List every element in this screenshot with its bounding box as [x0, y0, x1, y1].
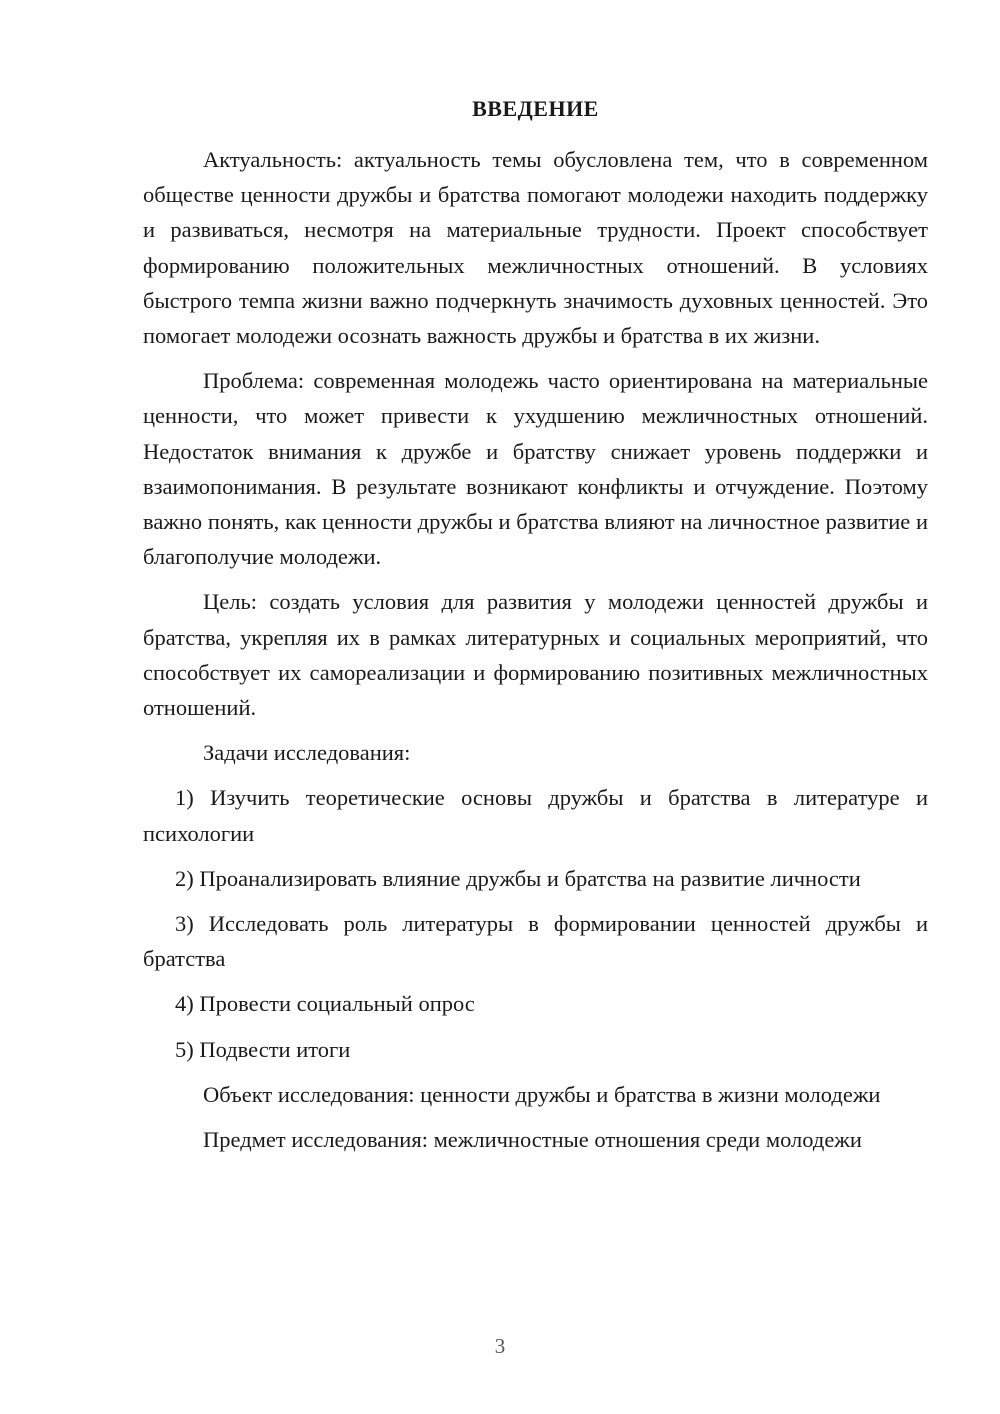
paragraph-relevance: Актуальность: актуальность темы обусловлена тем, что в современном обществе ценности дружбы и братства помогают молодежи находить поддержку и развиваться, несмотря на материальные трудности. Проект способствует формированию положительных межличностных отношений. В условиях быстрого темпа жизни важно подчеркнуть значимость духовных ценностей. Это помогает молодежи осознать важность дружбы и братства в их жизни.	[143, 147, 928, 349]
paragraph-object: Объект исследования: ценности дружбы и братства в жизни молодежи	[203, 1081, 881, 1107]
list-item-task-1: 1) Изучить теоретические основы дружбы и братства в литературе и психологии	[143, 785, 928, 846]
list-item-task-4: 4) Провести социальный опрос	[175, 991, 475, 1017]
document-body	[143, 142, 928, 1167]
list-item-task-3: 3) Исследовать роль литературы в формировании ценностей дружбы и братства	[143, 911, 928, 972]
page-title: ВВЕДЕНИЕ	[472, 96, 599, 121]
tasks-heading: Задачи исследования:	[203, 740, 411, 766]
page-number: 3	[494, 1334, 506, 1358]
paragraph-subject: Предмет исследования: межличностные отношения среди молодежи	[203, 1127, 862, 1153]
paragraph-problem: Проблема: современная молодежь часто ориентирована на материальные ценности, что может привести к ухудшению межличностных отношений. Недостаток внимания к дружбе и братству снижает уровень поддержки и взаимопонимания. В результате возникают конфликты и отчуждение. Поэтому важно понять, как ценности дружбы и братства влияют на личностное развитие и благополучие молодежи.	[143, 368, 928, 570]
list-item-task-2: 2) Проанализировать влияние дружбы и братства на развитие личности	[175, 865, 861, 891]
list-item-task-5: 5) Подвести итоги	[175, 1036, 351, 1062]
paragraph-goal: Цель: создать условия для развития у молодежи ценностей дружбы и братства, укрепляя их в рамках литературных и социальных мероприятий, что способствует их самореализации и формированию позитивных межличностных отношений.	[143, 589, 928, 721]
